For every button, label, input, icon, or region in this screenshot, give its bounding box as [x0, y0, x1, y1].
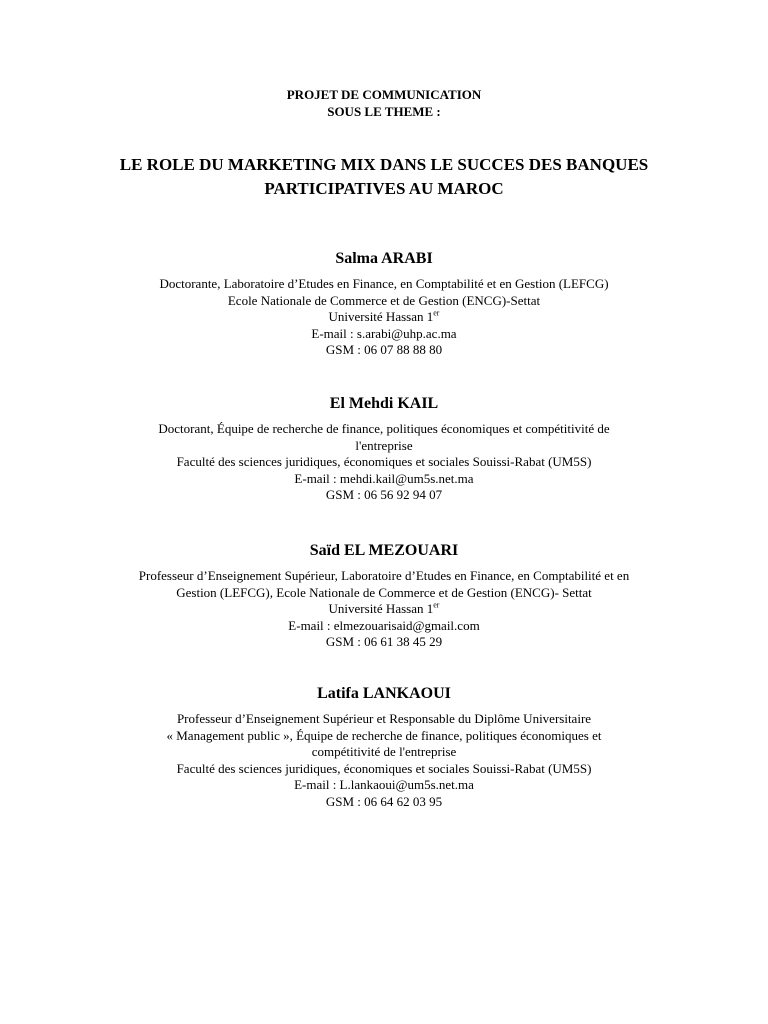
title-line-1: LE ROLE DU MARKETING MIX DANS LE SUCCES DES BANQUES — [119, 155, 649, 174]
author-email: E-mail : L.lankaoui@um5s.net.ma — [294, 777, 474, 792]
document-title — [60, 153, 708, 201]
header-line-1: PROJET DE COMMUNICATION — [286, 87, 482, 102]
author-affiliation: Professeur d’Enseignement Supérieur, Laboratoire d’Etudes en Finance, en Comptabilité et en — [138, 568, 630, 583]
author-affiliation: Professeur d’Enseignement Supérieur et Responsable du Diplôme Universitaire — [176, 711, 592, 726]
university-name: Université Hassan 1 — [328, 309, 434, 324]
author-phone: GSM : 06 64 62 03 95 — [325, 793, 443, 809]
author-email: E-mail : mehdi.kail@um5s.net.ma — [294, 470, 474, 486]
author-affiliation: Doctorant, Équipe de recherche de finance, politiques économiques et compétitivité de — [158, 421, 610, 436]
author-faculty: Faculté des sciences juridiques, économiques et sociales Souissi-Rabat (UM5S) — [176, 454, 592, 469]
author-phone: GSM : 06 61 38 45 29 — [325, 634, 443, 649]
author-school: Ecole Nationale de Commerce et de Gestion (ENCG)-Settat — [227, 292, 541, 308]
author-university — [60, 601, 708, 618]
author-name: Salma ARABI — [335, 250, 433, 267]
author-phone: GSM : 06 07 88 88 80 — [325, 342, 443, 357]
author-block-el-mehdi-kail — [60, 394, 708, 504]
university-name: Université Hassan 1 — [328, 601, 434, 616]
author-email: E-mail : elmezouarisaid@gmail.com — [288, 617, 480, 633]
author-affiliation-cont: l'entreprise — [355, 437, 413, 453]
author-affiliation-cont: Gestion (LEFCG), Ecole Nationale de Commerce et de Gestion (ENCG)- Settat — [176, 584, 592, 600]
author-phone: GSM : 06 56 92 94 07 — [325, 487, 443, 502]
author-faculty: Faculté des sciences juridiques, économiques et sociales Souissi-Rabat (UM5S) — [176, 760, 592, 776]
author-block-salma-arabi — [60, 249, 708, 359]
author-email: E-mail : s.arabi@uhp.ac.ma — [311, 325, 457, 341]
author-name: Saïd EL MEZOUARI — [309, 542, 459, 559]
ordinal-superscript: er — [433, 600, 440, 610]
author-affiliation: Doctorante, Laboratoire d’Etudes en Finance, en Comptabilité et en Gestion (LEFCG) — [159, 276, 609, 291]
author-affiliation-cont: compétitivité de l'entreprise — [311, 744, 457, 759]
author-block-said-el-mezouari — [60, 541, 708, 651]
document-header — [0, 86, 768, 120]
ordinal-superscript: er — [433, 308, 440, 318]
author-name: Latifa LANKAOUI — [317, 685, 451, 702]
header-line-2: SOUS LE THEME : — [327, 104, 441, 119]
author-affiliation-cont: « Management public », Équipe de recherche de finance, politiques économiques et — [166, 727, 602, 743]
title-line-2: PARTICIPATIVES AU MAROC — [264, 179, 504, 198]
author-university — [60, 309, 708, 326]
author-block-latifa-lankaoui — [60, 684, 708, 810]
author-name: El Mehdi KAIL — [329, 395, 439, 412]
